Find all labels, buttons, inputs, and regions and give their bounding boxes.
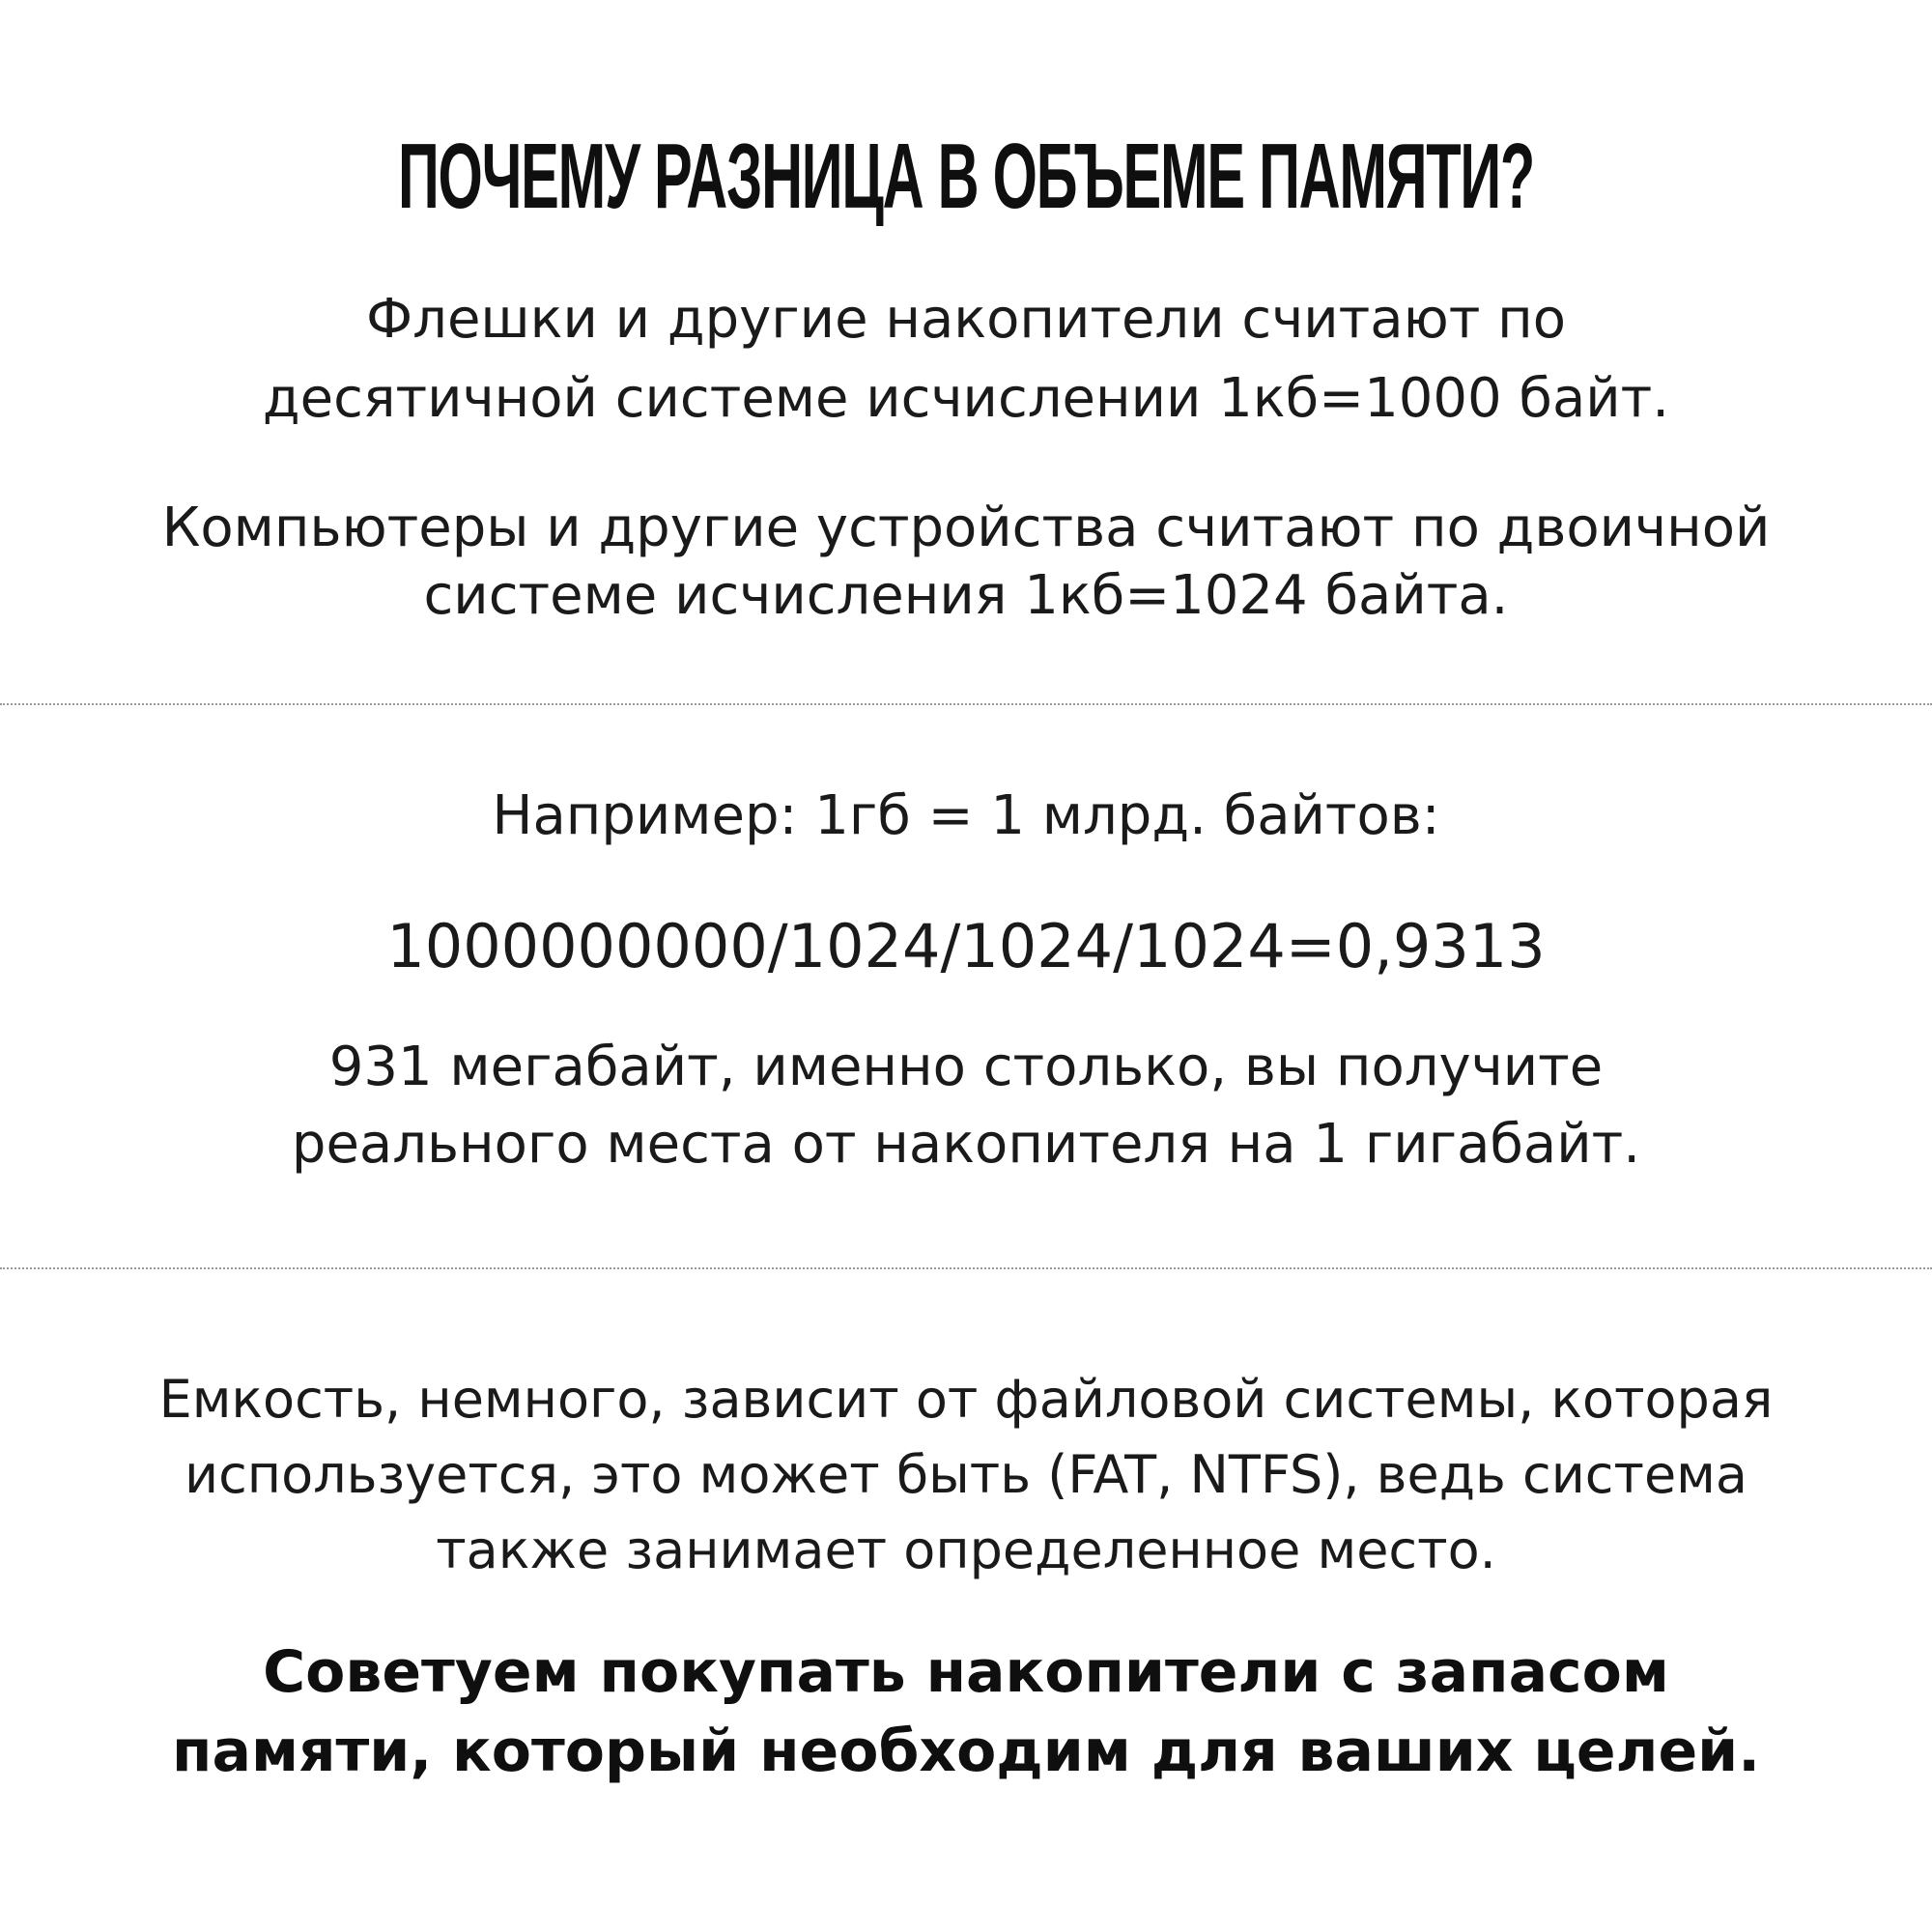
filesystem-line-2: используется, это может быть (FAT, NTFS), ведь система xyxy=(184,1444,1748,1505)
binary-line-1: Компьютеры и другие устройства считают по двоичной xyxy=(161,497,1771,559)
result-paragraph xyxy=(0,1029,1932,1183)
decimal-system-paragraph xyxy=(0,280,1932,439)
result-line-1: 931 мегабайт, именно столько, вы получите xyxy=(328,1036,1604,1098)
dotted-divider-top xyxy=(0,703,1932,705)
advice-paragraph xyxy=(0,1633,1932,1791)
example-paragraph xyxy=(0,778,1932,855)
advice-line-1: Советуем покупать накопители с запасом xyxy=(263,1638,1669,1706)
formula-line: 1000000000/1024/1024/1024=0,9313 xyxy=(386,911,1546,981)
dotted-divider-bottom xyxy=(0,1267,1932,1269)
page-title: ПОЧЕМУ РАЗНИЦА В ОБЪЕМЕ ПАМЯТИ? xyxy=(397,125,1535,228)
filesystem-paragraph xyxy=(0,1362,1932,1588)
filesystem-line-3: также занимает определенное место. xyxy=(436,1520,1496,1580)
binary-system-paragraph xyxy=(0,495,1932,630)
advice-line-2: памяти, который необходим для ваших целей. xyxy=(172,1718,1760,1785)
result-line-2: реального места от накопителя на 1 гигабайт. xyxy=(291,1113,1641,1176)
example-line: Например: 1гб = 1 млрд. байтов: xyxy=(492,784,1440,847)
binary-line-2: системе исчисления 1кб=1024 байта. xyxy=(423,564,1509,627)
decimal-line-2: десятичной системе исчислении 1кб=1000 байт. xyxy=(262,367,1670,430)
filesystem-line-1: Емкость, немного, зависит от файловой системы, которая xyxy=(158,1369,1774,1430)
formula-paragraph xyxy=(0,908,1932,985)
decimal-line-1: Флешки и другие накопители считают по xyxy=(365,288,1567,351)
